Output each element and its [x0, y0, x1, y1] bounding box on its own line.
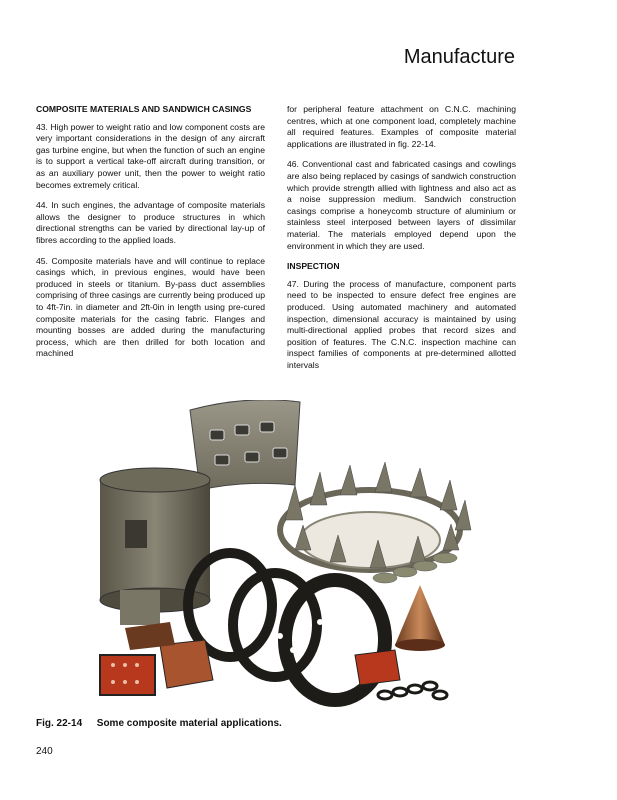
composite-parts-photo [95, 400, 525, 715]
page-number: 240 [36, 746, 53, 757]
inspection-heading: INSPECTION [287, 261, 340, 272]
figure-number: Fig. 22-14 [36, 718, 83, 729]
red-plate [100, 655, 155, 695]
figure-caption [36, 718, 282, 729]
paragraph-43: 43. High power to weight ratio and low component costs are very important considerations in the design of any aircraft gas turbine engine, but when the function of such an engine is to support a vertical take-off aircraft during transition, or as an auxiliary power unit, then the power to weight ratio becomes extremely critical. [36, 121, 265, 190]
large-casing [100, 468, 210, 625]
section-title: Manufacture [403, 46, 515, 68]
black-rings [188, 553, 385, 700]
paragraph-47: 47. During the process of manufacture, component parts need to be inspected to ensure defect free engines are produced. Using automated machinery and automated inspection, dimensional accuracy is maintained by using multi-directional applied probes that record sizes and position of features. The C.N.C. inspection machine can inspect families of components at pre-determined allotted intervals [287, 278, 516, 370]
composite-heading: COMPOSITE MATERIALS AND SANDWICH CASINGS [36, 104, 252, 114]
paragraph-44: 44. In such engines, the advantage of composite materials allows the designer to produce structures in which directional strengths can be varied by directional lay-up of fibres according to the applied loads. [36, 200, 265, 245]
right-column [287, 104, 516, 380]
paragraph-46: 46. Conventional cast and fabricated casings and cowlings are also being replaced by casings of sandwich construction which provide strength allied with lightness and also act as a noise suppression medium. Sandwich construction casings comprise a honeycomb structure of aluminium or stainless steel interposed between layers of dissimilar material. The materials employed depend upon the environment in which they are used. [287, 159, 516, 251]
paragraph-45: 45. Composite materials have and will continue to replace casings which, in previous engines, would have been produced in steels or titanium. By-pass duct assemblies comprising of three casings are currently being produced up to 4ft-7in. in diameter and 2ft-0in in length using pre-cured composite materials for the casing fabric. Flanges and mounting bosses are added during the manufacturing process, which are then drilled for both location and machined [36, 255, 265, 359]
paragraph-45-continued: for peripheral feature attachment on C.N.C. machining centres, which at one component load, completely machine all required features. Examples of composite material applications are illustrated in fig. 22-14. [287, 104, 516, 149]
cone [395, 585, 445, 645]
vane-ring [280, 462, 471, 583]
left-column [36, 104, 265, 369]
figure-caption-text: Some composite material applications. [96, 718, 282, 729]
